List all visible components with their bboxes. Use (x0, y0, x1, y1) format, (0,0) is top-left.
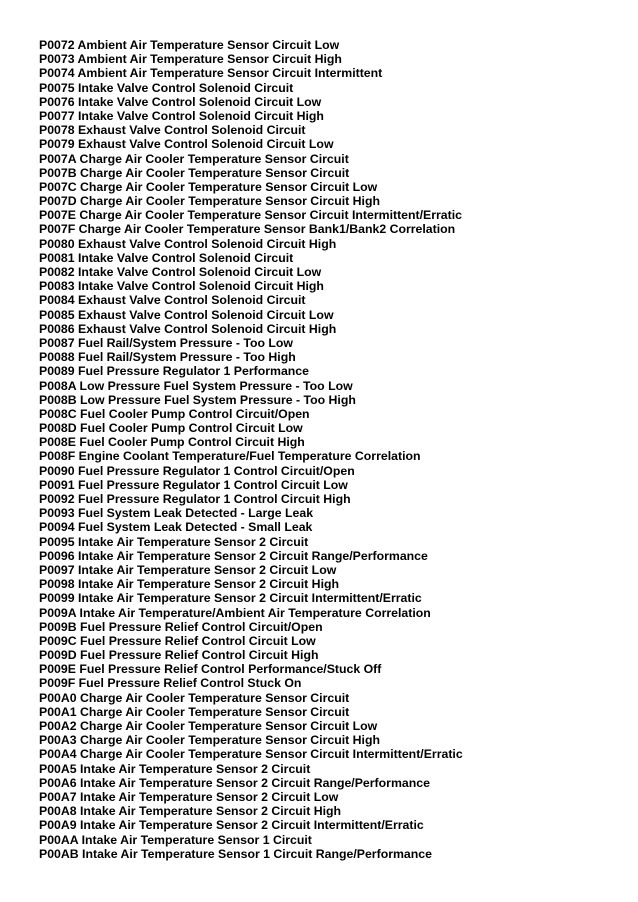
code-entry: P00A7 Intake Air Temperature Sensor 2 Circuit Low (39, 789, 339, 804)
code-entry: P0089 Fuel Pressure Regulator 1 Performance (39, 364, 309, 379)
code-entry: P00A2 Charge Air Cooler Temperature Sensor Circuit Low (39, 719, 378, 733)
code-entry: P008C Fuel Cooler Pump Control Circuit/Open (39, 406, 310, 421)
code-entry: P0083 Intake Valve Control Solenoid Circuit High (39, 279, 324, 294)
code-entry: P0086 Exhaust Valve Control Solenoid Circuit High (39, 321, 337, 336)
code-entry: P0091 Fuel Pressure Regulator 1 Control Circuit Low (39, 477, 348, 492)
document-page (39, 38, 628, 861)
code-entry: P007F Charge Air Cooler Temperature Sensor Bank1/Bank2 Correlation (39, 222, 456, 237)
code-entry: P009E Fuel Pressure Relief Control Performance/Stuck Off (39, 662, 382, 677)
code-entry: P0077 Intake Valve Control Solenoid Circuit High (39, 108, 324, 123)
code-entry: P00A8 Intake Air Temperature Sensor 2 Circuit High (39, 804, 342, 819)
code-entry: P00AB Intake Air Temperature Sensor 1 Circuit Range/Performance (39, 846, 432, 861)
code-entry: P007E Charge Air Cooler Temperature Sensor Circuit Intermittent/Erratic (39, 208, 462, 223)
code-entry: P0082 Intake Valve Control Solenoid Circuit Low (39, 265, 322, 279)
code-entry: P009D Fuel Pressure Relief Control Circuit High (39, 648, 319, 663)
code-entry: P009B Fuel Pressure Relief Control Circuit/Open (39, 619, 323, 634)
code-entry: P008E Fuel Cooler Pump Control Circuit High (39, 435, 305, 450)
code-entry: P0094 Fuel System Leak Detected - Small Leak (39, 520, 313, 535)
code-entry: P009F Fuel Pressure Relief Control Stuck On (39, 676, 302, 691)
code-entry: P0090 Fuel Pressure Regulator 1 Control Circuit/Open (39, 463, 355, 478)
code-entry: P00A1 Charge Air Cooler Temperature Sensor Circuit (39, 704, 350, 719)
code-entry: P00AA Intake Air Temperature Sensor 1 Circuit (39, 832, 312, 847)
code-entry: P008B Low Pressure Fuel System Pressure - Too High (39, 392, 356, 407)
code-entry: P0099 Intake Air Temperature Sensor 2 Circuit Intermittent/Erratic (39, 591, 422, 606)
code-entry: P00A0 Charge Air Cooler Temperature Sensor Circuit (39, 690, 350, 705)
code-entry: P007B Charge Air Cooler Temperature Sensor Circuit (39, 165, 350, 180)
code-entry: P0072 Ambient Air Temperature Sensor Circuit Low (39, 38, 340, 52)
code-entry: P0096 Intake Air Temperature Sensor 2 Circuit Range/Performance (39, 548, 428, 563)
code-entry: P009C Fuel Pressure Relief Control Circuit Low (39, 633, 316, 648)
code-entry: P00A4 Charge Air Cooler Temperature Sensor Circuit Intermittent/Erratic (39, 747, 463, 762)
code-entry: P0092 Fuel Pressure Regulator 1 Control Circuit High (39, 492, 351, 506)
code-entry: P009A Intake Air Temperature/Ambient Air Temperature Correlation (39, 605, 431, 620)
code-entry: P0097 Intake Air Temperature Sensor 2 Circuit Low (39, 562, 337, 577)
code-entry: P00A6 Intake Air Temperature Sensor 2 Circuit Range/Performance (39, 775, 430, 790)
code-entry: P00A3 Charge Air Cooler Temperature Sensor Circuit High (39, 733, 380, 748)
code-entry: P0087 Fuel Rail/System Pressure - Too Low (39, 335, 293, 350)
code-entry: P007D Charge Air Cooler Temperature Sensor Circuit High (39, 194, 380, 209)
code-entry: P008D Fuel Cooler Pump Control Circuit Low (39, 421, 303, 436)
code-entry: P008F Engine Coolant Temperature/Fuel Temperature Correlation (39, 449, 421, 464)
code-entry: P008A Low Pressure Fuel System Pressure - Too Low (39, 378, 353, 393)
code-entry: P0075 Intake Valve Control Solenoid Circuit (39, 80, 294, 95)
code-entry: P0074 Ambient Air Temperature Sensor Circuit Intermittent (39, 66, 383, 81)
diagnostic-code-list (39, 38, 628, 861)
code-entry: P0088 Fuel Rail/System Pressure - Too High (39, 350, 296, 365)
code-entry: P0081 Intake Valve Control Solenoid Circuit (39, 250, 294, 265)
code-entry: P0076 Intake Valve Control Solenoid Circuit Low (39, 94, 322, 109)
code-entry: P0093 Fuel System Leak Detected - Large Leak (39, 506, 314, 521)
code-entry: P0084 Exhaust Valve Control Solenoid Circuit (39, 293, 306, 308)
code-entry: P0080 Exhaust Valve Control Solenoid Circuit High (39, 236, 337, 251)
code-entry: P00A9 Intake Air Temperature Sensor 2 Circuit Intermittent/Erratic (39, 818, 424, 833)
code-entry: P00A5 Intake Air Temperature Sensor 2 Circuit (39, 761, 311, 776)
code-entry: P0085 Exhaust Valve Control Solenoid Circuit Low (39, 307, 334, 322)
code-entry: P0095 Intake Air Temperature Sensor 2 Circuit (39, 534, 309, 549)
code-entry: P0078 Exhaust Valve Control Solenoid Circuit (39, 123, 306, 138)
code-entry: P0073 Ambient Air Temperature Sensor Circuit High (39, 52, 342, 67)
code-entry: P007C Charge Air Cooler Temperature Sensor Circuit Low (39, 179, 378, 194)
code-entry: P007A Charge Air Cooler Temperature Sensor Circuit (39, 151, 349, 166)
code-entry: P0079 Exhaust Valve Control Solenoid Circuit Low (39, 137, 334, 152)
code-entry: P0098 Intake Air Temperature Sensor 2 Circuit High (39, 577, 340, 592)
